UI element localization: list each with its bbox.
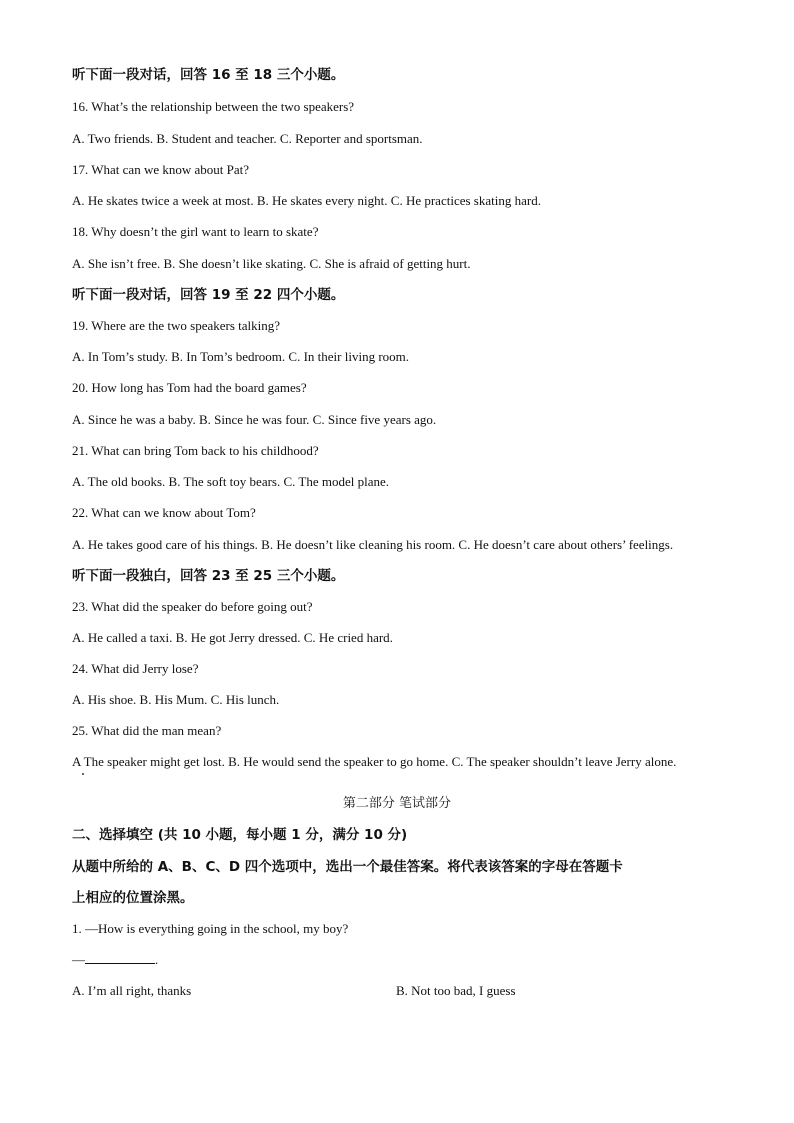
part2-title: 第二部分 笔试部分 — [342, 796, 452, 811]
options-19: A. In Tom’s study. B. In Tom’s bedroom. C. In their living room. — [72, 349, 410, 364]
part2-instruction-line1: 从题中所给的 A、B、C、D 四个选项中，选出一个最佳答案。将代表该答案的字母在答题卡 — [72, 859, 623, 875]
question-22: 22. What can we know about Tom? — [72, 505, 256, 520]
options-25: A The speaker might get lost. B. He would send the speaker to go home. C. The speaker shouldn’t leave Jerry alone. — [72, 754, 677, 769]
options-23: A. He called a taxi. B. He got Jerry dressed. C. He cried hard. — [72, 630, 393, 645]
options-18: A. She isn’t free. B. She doesn’t like skating. C. She is afraid of getting hurt. — [72, 256, 471, 271]
part2-question-1-answer-line — [72, 952, 158, 968]
part2-section-heading: 二、选择填空 (共 10 小题，每小题 1 分，满分 10 分) — [72, 827, 408, 843]
options-22: A. He takes good care of his things. B. He doesn’t like cleaning his room. C. He doesn’t care about others’ feelings. — [72, 537, 674, 552]
option-a: A. I’m all right, thanks — [72, 983, 192, 998]
part2-question-1: 1. —How is everything going in the school, my boy? — [72, 921, 349, 936]
question-24: 24. What did Jerry lose? — [72, 661, 199, 676]
part2-instruction-line2: 上相应的位置涂黑。 — [72, 890, 194, 906]
question-19: 19. Where are the two speakers talking? — [72, 318, 281, 333]
stray-dot — [82, 773, 84, 775]
section-heading-19-22: 听下面一段对话，回答 19 至 22 四个小题。 — [72, 287, 345, 303]
answer-end: . — [155, 952, 159, 967]
section-heading-23-25: 听下面一段独白，回答 23 至 25 三个小题。 — [72, 568, 345, 584]
answer-dash: — — [72, 952, 85, 967]
section-heading-16-18: 听下面一段对话，回答 16 至 18 三个小题。 — [72, 67, 345, 83]
options-24: A. His shoe. B. His Mum. C. His lunch. — [72, 692, 280, 707]
question-21: 21. What can bring Tom back to his childhood? — [72, 443, 319, 458]
question-16: 16. What’s the relationship between the two speakers? — [72, 99, 355, 114]
options-16: A. Two friends. B. Student and teacher. C. Reporter and sportsman. — [72, 131, 423, 146]
question-25: 25. What did the man mean? — [72, 723, 222, 738]
question-17: 17. What can we know about Pat? — [72, 162, 250, 177]
options-17: A. He skates twice a week at most. B. He skates every night. C. He practices skating hard. — [72, 193, 541, 208]
part2-question-1-options — [72, 983, 722, 999]
option-b: B. Not too bad, I guess — [396, 983, 516, 998]
question-18: 18. Why doesn’t the girl want to learn to skate? — [72, 224, 319, 239]
question-23: 23. What did the speaker do before going out? — [72, 599, 313, 614]
answer-blank — [85, 952, 155, 964]
options-20: A. Since he was a baby. B. Since he was four. C. Since five years ago. — [72, 412, 437, 427]
question-20: 20. How long has Tom had the board games? — [72, 380, 307, 395]
options-21: A. The old books. B. The soft toy bears. C. The model plane. — [72, 474, 390, 489]
